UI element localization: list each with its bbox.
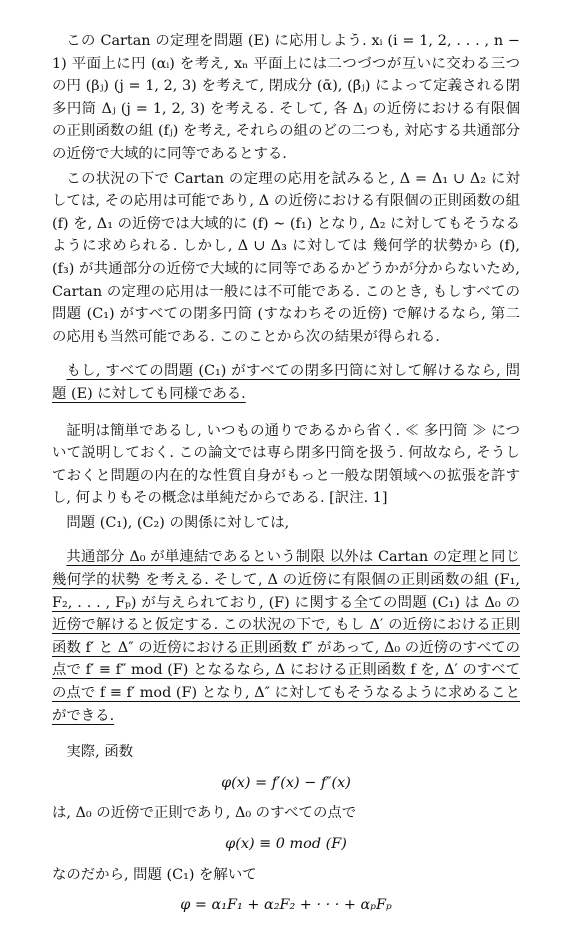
spacer <box>52 727 520 741</box>
formula-phi-combination: φ = α₁F₁ + α₂F₂ + · · · + αₚFₚ <box>180 897 392 914</box>
paragraph-application: この Cartan の定理を問題 (E) に応用しよう. xᵢ (i = 1, 2, . . . , n − 1) 平面上に円 (αᵢ) を考え, xₙ 平面上には二つづつが互いに交わる三つの円 (βⱼ) (j = 1, 2, 3) を考えて, 閉成分 (ᾱ), (β̄ⱼ) によって定義される閉多円筒 Δⱼ (j = 1, 2, 3) を考える. そして, 各 Δⱼ の近傍における有限個の正則函数の組 (fⱼ) を考え, それらの組のどの二つも, 対応する共通部分の近傍で大域的に同等であるとする. <box>52 33 520 162</box>
paragraph-holomorphic: は, Δ₀ の近傍で正則であり, Δ₀ のすべての点で <box>52 805 357 822</box>
theorem-statement-2 <box>52 546 520 727</box>
theorem-statement-1 <box>52 360 520 405</box>
paragraph-relation: 問題 (C₁), (C₂) の関係に対しては, <box>66 514 290 531</box>
theorem-statement-2-text: 共通部分 Δ₀ が単連結であるという制限 以外は Cartan の定理と同じ 幾何学的状勢 を考える. そして, Δ の近傍に有限個の正則函数の組 (F₁, F₂, . . . , Fₚ) が与えられており, (F) に関する全ての問題 (C₁) は Δ₀ の近傍で解けると仮定する. この状況の下で, もし Δ′ の近傍における正則函数 f′ と Δ″ の近傍における正則函数 f″ があって, Δ₀ の近傍のすべての点で f′ ≡ f″ mod (F) となるなら, Δ における正則函数 f を, Δ′ のすべての点で f ≡ f′ mod (F) となり, Δ″ に対してもそうなるように求めることができる. <box>52 549 520 724</box>
formula-phi-congruence: φ(x) ≡ 0 mod (F) <box>225 836 347 852</box>
paragraph-situation: この状況の下で Cartan の定理の応用を試みると, Δ = Δ₁ ∪ Δ₂ に対しては, その応用は可能であり, Δ の近傍における有限個の正則函数の組 (f) を, Δ₁ の近傍では大域的に (f) ∼ (f₁) となり, Δ₂ に対してもそうなるように求められる. しかし, Δ ∪ Δ₃ に対しては 幾何学的状勢から (f), (f₃) が共通部分の近傍で大域的に同等であるかどうかが分からないため, Cartan の定理の応用は一般には不可能である. このとき, もしすべての問題 (C₁) がすべての閉多円筒 (すなわちその近傍) で解けるなら, 第二の応用も当然可能である. このことから次の結果が得られる. <box>52 170 520 345</box>
paragraph-indeed: 実際, 函数 <box>66 744 134 761</box>
paragraph-proof-note: 証明は簡単であるし, いつもの通りであるから省く. ≪ 多円筒 ≫ について説明しておく. この論文では専ら閉多円筒を扱う. 何故なら, そうしておくと問題の内在的な性質自身がもっと一般な閉領域への拡張を許すし, 何よりもその概念は単純だからである. [訳注. 1] <box>52 422 520 507</box>
spacer <box>52 406 520 420</box>
theorem-statement-1-text: もし, すべての問題 (C₁) がすべての閉多円筒に対して解けるなら, 問題 (E) に対しても同様である. <box>52 363 520 402</box>
paragraph-solve: なのだから, 問題 (C₁) を解いて <box>52 866 257 883</box>
formula-phi-definition: φ(x) = f′(x) − f″(x) <box>221 774 351 791</box>
